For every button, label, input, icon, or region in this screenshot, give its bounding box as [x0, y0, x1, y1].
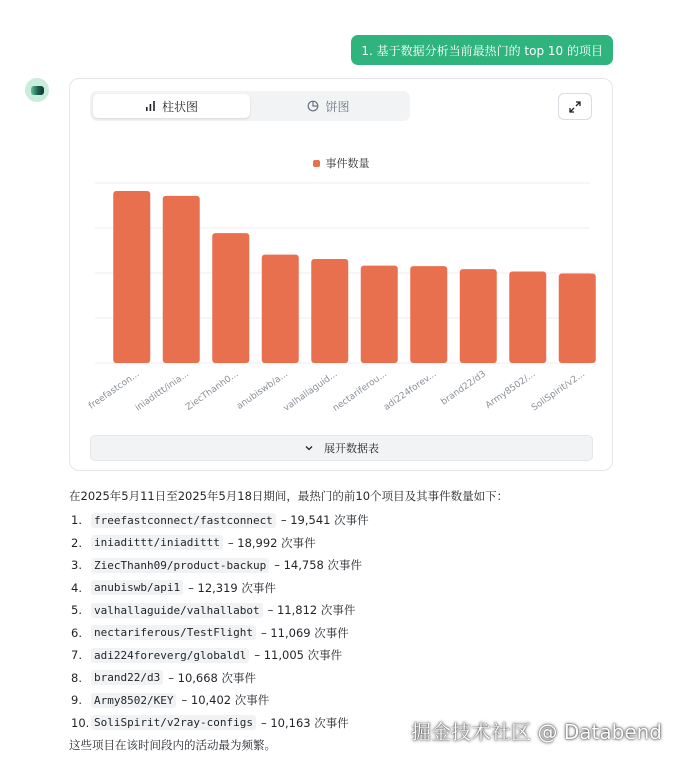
bar[interactable]	[262, 255, 299, 363]
event-count: – 11,812 次事件	[267, 603, 356, 618]
bar[interactable]	[113, 191, 150, 363]
repo-name: Army8502/KEY	[91, 693, 176, 708]
chart-card	[69, 78, 613, 471]
list-item-number: 4.	[71, 580, 82, 595]
list-item	[69, 532, 629, 555]
event-count: – 10,163 次事件	[260, 715, 349, 730]
list-item	[69, 622, 629, 645]
event-count: – 11,005 次事件	[254, 648, 343, 663]
x-tick-label: SoliSpirit/v2...	[529, 369, 587, 414]
x-tick-label: nectariferou...	[331, 369, 389, 414]
x-tick-label: valhallaguid...	[281, 369, 340, 414]
repo-name: freefastconnect/fastconnect	[91, 513, 276, 528]
event-count: – 10,668 次事件	[168, 670, 257, 685]
list-item	[69, 509, 629, 532]
tab-pie-chart-label: 饼图	[325, 99, 350, 114]
chevron-down-icon	[304, 444, 314, 452]
bar[interactable]	[460, 269, 497, 363]
assistant-logo-icon	[31, 86, 44, 95]
tab-bar-chart-label: 柱状图	[161, 99, 198, 114]
list-item-number: 1.	[71, 513, 82, 528]
answer-outro: 这些项目在该时间段内的活动最为频繁。	[69, 738, 276, 752]
repo-name: nectariferous/TestFlight	[91, 625, 256, 640]
repo-name: SoliSpirit/v2ray-configs	[91, 715, 256, 730]
event-count: – 12,319 次事件	[188, 580, 276, 595]
user-message-text: 1. 基于数据分析当前最热门的 top 10 的项目	[361, 43, 603, 58]
expand-data-table-button[interactable]	[90, 435, 593, 461]
repo-name: anubiswb/api1	[91, 580, 183, 595]
list-item	[69, 599, 629, 622]
list-item-number: 5.	[71, 603, 82, 618]
expand-data-table-label: 展开数据表	[324, 442, 379, 455]
list-item	[69, 554, 629, 577]
assistant-avatar	[25, 78, 49, 102]
list-item	[69, 689, 629, 712]
assistant-answer	[69, 487, 629, 754]
legend-label: 事件数量	[325, 157, 370, 170]
x-tick-label: adi224forev...	[382, 369, 439, 413]
event-count: – 19,541 次事件	[280, 513, 369, 528]
repo-name: valhallaguide/valhallabot	[91, 603, 263, 618]
bar[interactable]	[410, 266, 447, 363]
user-message-bubble	[351, 35, 613, 65]
list-item-number: 6.	[71, 625, 82, 640]
event-count: – 10,402 次事件	[181, 693, 270, 708]
x-tick-label: ZiecThanh0...	[184, 369, 241, 413]
bar[interactable]	[509, 271, 546, 363]
list-item	[69, 644, 629, 667]
x-tick-label: iniadittt/inia...	[133, 369, 191, 414]
list-item-number: 9.	[71, 693, 82, 708]
list-item	[69, 667, 629, 690]
list-item-number: 8.	[71, 670, 82, 685]
list-item-number: 2.	[71, 535, 82, 550]
list-item-number: 7.	[71, 648, 82, 663]
watermark: 掘金技术社区 @ Databend	[411, 720, 662, 744]
x-tick-label: brand22/d3	[439, 369, 488, 408]
repo-name: brand22/d3	[91, 670, 163, 685]
x-tick-label: Army8502/...	[483, 369, 538, 411]
list-item-number: 3.	[71, 558, 82, 573]
event-count: – 14,758 次事件	[274, 558, 362, 573]
repo-name: iniadittt/iniadittt	[91, 535, 223, 550]
bar[interactable]	[163, 196, 200, 363]
bar[interactable]	[311, 259, 348, 363]
bar[interactable]	[361, 266, 398, 363]
event-count: – 11,069 次事件	[260, 625, 349, 640]
x-tick-label: freefastcon...	[87, 369, 142, 412]
bar[interactable]	[559, 274, 596, 363]
bar[interactable]	[212, 233, 249, 363]
bar-chart	[70, 79, 612, 429]
repo-name: adi224foreverg/globaldl	[91, 648, 249, 663]
answer-intro: 在2025年5月11日至2025年5月18日期间，最热门的前10个项目及其事件数量如下：	[69, 489, 509, 503]
results-list	[69, 509, 629, 734]
x-tick-label: anubiswb/a...	[235, 369, 290, 412]
repo-name: ZiecThanh09/product-backup	[91, 558, 269, 573]
list-item	[69, 577, 629, 600]
list-item-number: 10.	[71, 715, 90, 730]
event-count: – 18,992 次事件	[227, 535, 316, 550]
